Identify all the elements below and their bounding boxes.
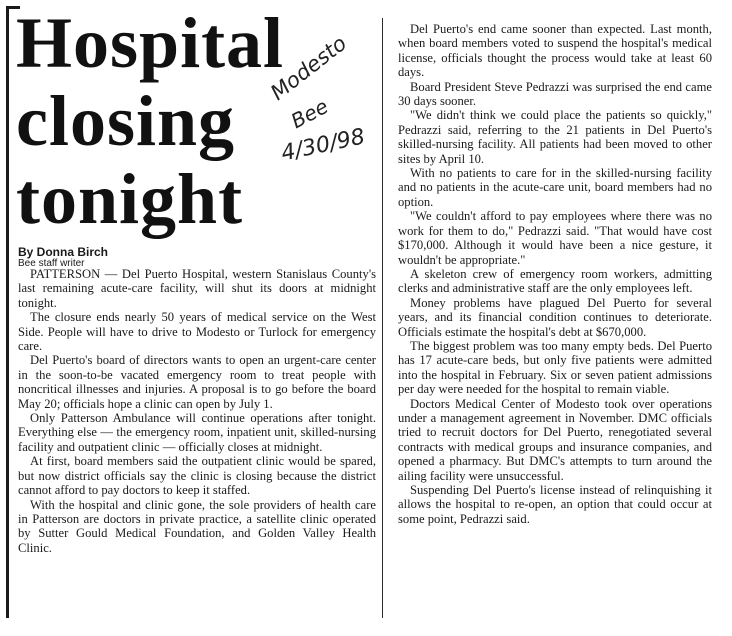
left-border-rule (6, 6, 9, 618)
paragraph: Board President Steve Pedrazzi was surprised the end came 30 days sooner. (398, 79, 712, 109)
paragraph: Money problems have plagued Del Puerto for several years, and its financial condition continues to deteriorate. Officials estimate the hospital's debt at $670,000. (398, 295, 712, 339)
paragraph: PATTERSON — Del Puerto Hospital, western Stanislaus County's last remaining acute-care facility, will shut its doors at midnight tonight. (18, 267, 376, 310)
headline (16, 3, 285, 239)
handwritten-publication-2: Bee (287, 93, 333, 134)
paragraph: Only Patterson Ambulance will continue operations after tonight. Everything else — the emergency room, inpatient unit, skilled-nursing facility and outpatient clinic — officially closes at midnight. (18, 411, 376, 454)
paragraph: "We didn't think we could place the patients so quickly," Pedrazzi said, referring to the 21 patients in Del Puerto's skilled-nursing facility. All patients had been moved to other sites by April 10. (398, 108, 712, 166)
paragraph: Del Puerto's board of directors wants to open an urgent-care center in the soon-to-be vacated emergency room to treat people with noncritical illnesses and injuries. A proposal is to go before the board May 20; officials hope a clinic can open by July 1. (18, 353, 376, 411)
article-column-left (18, 267, 376, 555)
paragraph: Del Puerto's end came sooner than expected. Last month, when board members voted to suspend the hospital's medical license, officials thought the process would take at least 60 days. (398, 22, 712, 80)
paragraph: At first, board members said the outpatient clinic would be spared, but now district officials say the clinic is closing because the district cannot afford to pay doctors to keep it staffed. (18, 454, 376, 498)
paragraph: Suspending Del Puerto's license instead of relinquishing it allows the hospital to re-open, an option that could occur at some point, Pedrazzi said. (398, 483, 712, 526)
byline-author: By Donna Birch (18, 245, 109, 259)
byline-role: Bee staff writer (18, 258, 85, 269)
column-divider (382, 18, 383, 618)
headline-line-3: tonight (16, 159, 244, 239)
article-column-right (398, 22, 712, 526)
headline-line-2: closing (16, 81, 236, 161)
paragraph: With the hospital and clinic gone, the sole providers of health care in Patterson are doctors in private practice, a satellite clinic operated by Sutter Gould Medical Foundation, and Golden Valley Health Clinic. (18, 497, 376, 555)
headline-line-1: Hospital (16, 3, 285, 83)
paragraph: The closure ends nearly 50 years of medical service on the West Side. People will have to drive to Modesto or Turlock for emergency care. (18, 310, 376, 354)
paragraph: Doctors Medical Center of Modesto took over operations under a management agreement in November. DMC officials tried to recruit doctors for Del Puerto, renegotiated several contracts with medical groups and insurance companies, and opened a pharmacy. But DMC's attempts to turn around the ailing facility were unsuccessful. (398, 396, 712, 483)
paragraph: With no patients to care for in the skilled-nursing facility and no patients in the acute-care unit, board members had no option. (398, 166, 712, 209)
handwritten-date: 4/30/98 (279, 124, 368, 167)
handwritten-publication: Modesto (266, 31, 352, 105)
paragraph: "We couldn't afford to pay employees where there was no work for them to do," Pedrazzi said. "That would have cost $170,000. Although it would have been a nice gesture, it wouldn't be appropriate." (398, 209, 712, 267)
paragraph: A skeleton crew of emergency room workers, admitting clerks and administrative staff are the only employees left. (398, 266, 712, 296)
paragraph: The biggest problem was too many empty beds. Del Puerto has 17 acute-care beds, but only five patients were admitted into the hospital in February. Six or seven patient admissions per day were needed for the hospital to remain viable. (398, 338, 712, 397)
